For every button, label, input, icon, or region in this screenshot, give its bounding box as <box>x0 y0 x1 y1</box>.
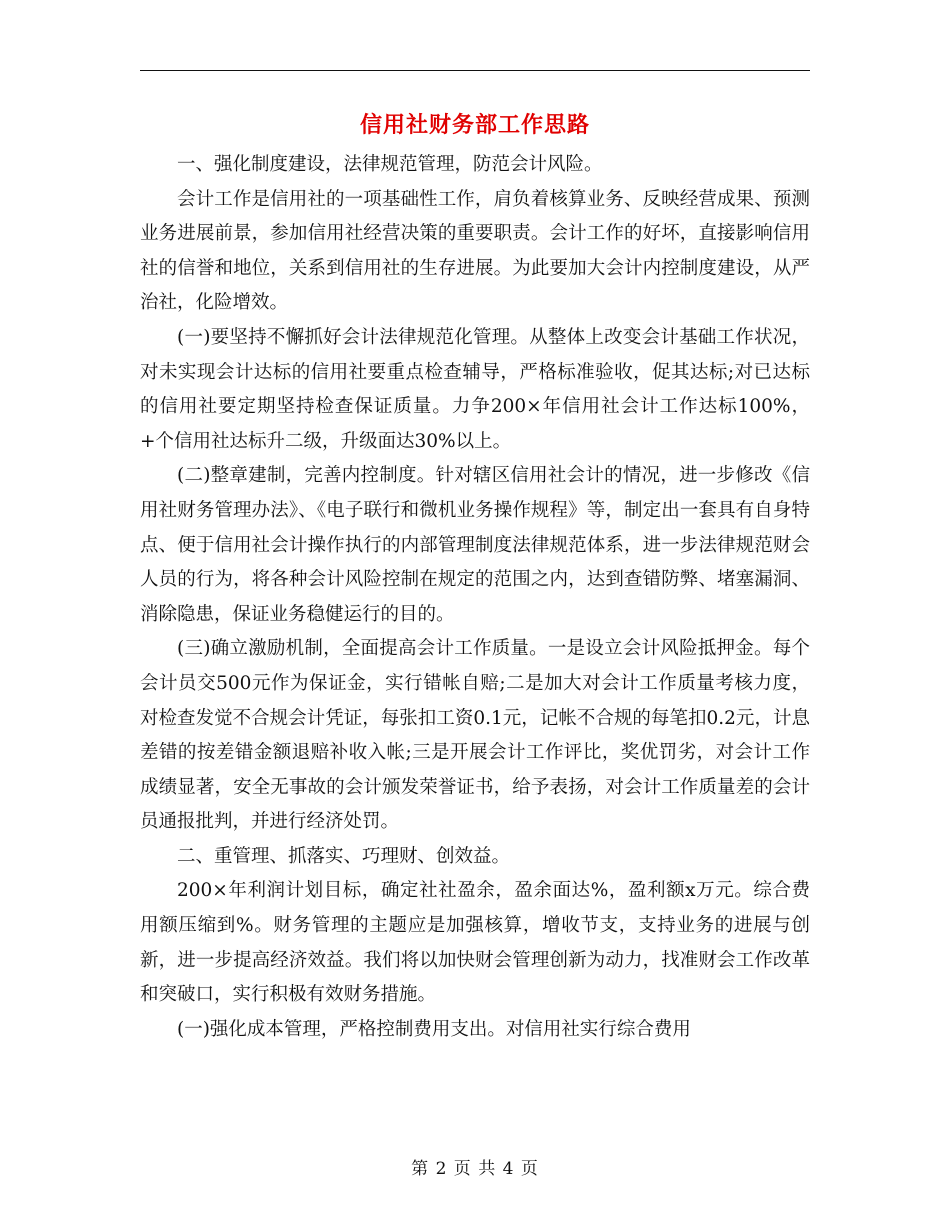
paragraph: 会计工作是信用社的一项基础性工作，肩负着核算业务、反映经营成果、预测业务进展前景，参加信用社经营决策的重要职责。会计工作的好坏，直接影响信用社的信誉和地位，关系到信用社的生存进展。为此要加大会计内控制度建设，从严治社，化险增效。 <box>140 188 810 314</box>
page-footer: 第 2 页 共 4 页 <box>411 1159 539 1179</box>
document-body <box>140 148 810 1047</box>
header-rule <box>140 70 810 71</box>
paragraph: (一)强化成本管理，严格控制费用支出。对信用社实行综合费用 <box>177 1018 691 1040</box>
section-heading-1: 一、强化制度建设，法律规范管理，防范会计风险。 <box>177 154 603 175</box>
paragraph: (一)要坚持不懈抓好会计法律规范化管理。从整体上改变会计基础工作状况，对未实现会计达标的信用社要重点检查辅导，严格标准验收，促其达标;对已达标的信用社要定期坚持检查保证质量。力争200×年信用社会计工作达标100%，+个信用社达标升二级，升级面达30%以上。 <box>140 326 810 452</box>
document-title: 信用社财务部工作思路 <box>359 112 590 138</box>
paragraph: 200×年利润计划目标，确定社社盈余，盈余面达%，盈利额x万元。综合费用额压缩到%。财务管理的主题应是加强核算，增收节支，支持业务的进展与创新，进一步提高经济效益。我们将以加快财会管理创新为动力，找准财会工作改革和突破口，实行积极有效财务措施。 <box>140 880 810 1006</box>
section-heading-2: 二、重管理、抓落实、巧理财、创效益。 <box>177 845 511 867</box>
paragraph: (二)整章建制，完善内控制度。针对辖区信用社会计的情况，进一步修改《信用社财务管理办法》、《电子联行和微机业务操作规程》等，制定出一套具有自身特点、便于信用社会计操作执行的内部管理制度法律规范体系，进一步法律规范财会人员的行为，将各种会计风险控制在规定的范围之内，达到查错防弊、堵塞漏洞、消除隐患，保证业务稳健运行的目的。 <box>140 465 810 625</box>
paragraph: (三)确立激励机制，全面提高会计工作质量。一是设立会计风险抵押金。每个会计员交500元作为保证金，实行错帐自赔;二是加大对会计工作质量考核力度，对检查发觉不合规会计凭证，每张扣工资0.1元，记帐不合规的每笔扣0.2元，计息差错的按差错金额退赔补收入帐;三是开展会计工作评比，奖优罚劣，对会计工作成绩显著，安全无事故的会计颁发荣誉证书，给予表扬，对会计工作质量差的会计员通报批判，并进行经济处罚。 <box>140 638 810 833</box>
